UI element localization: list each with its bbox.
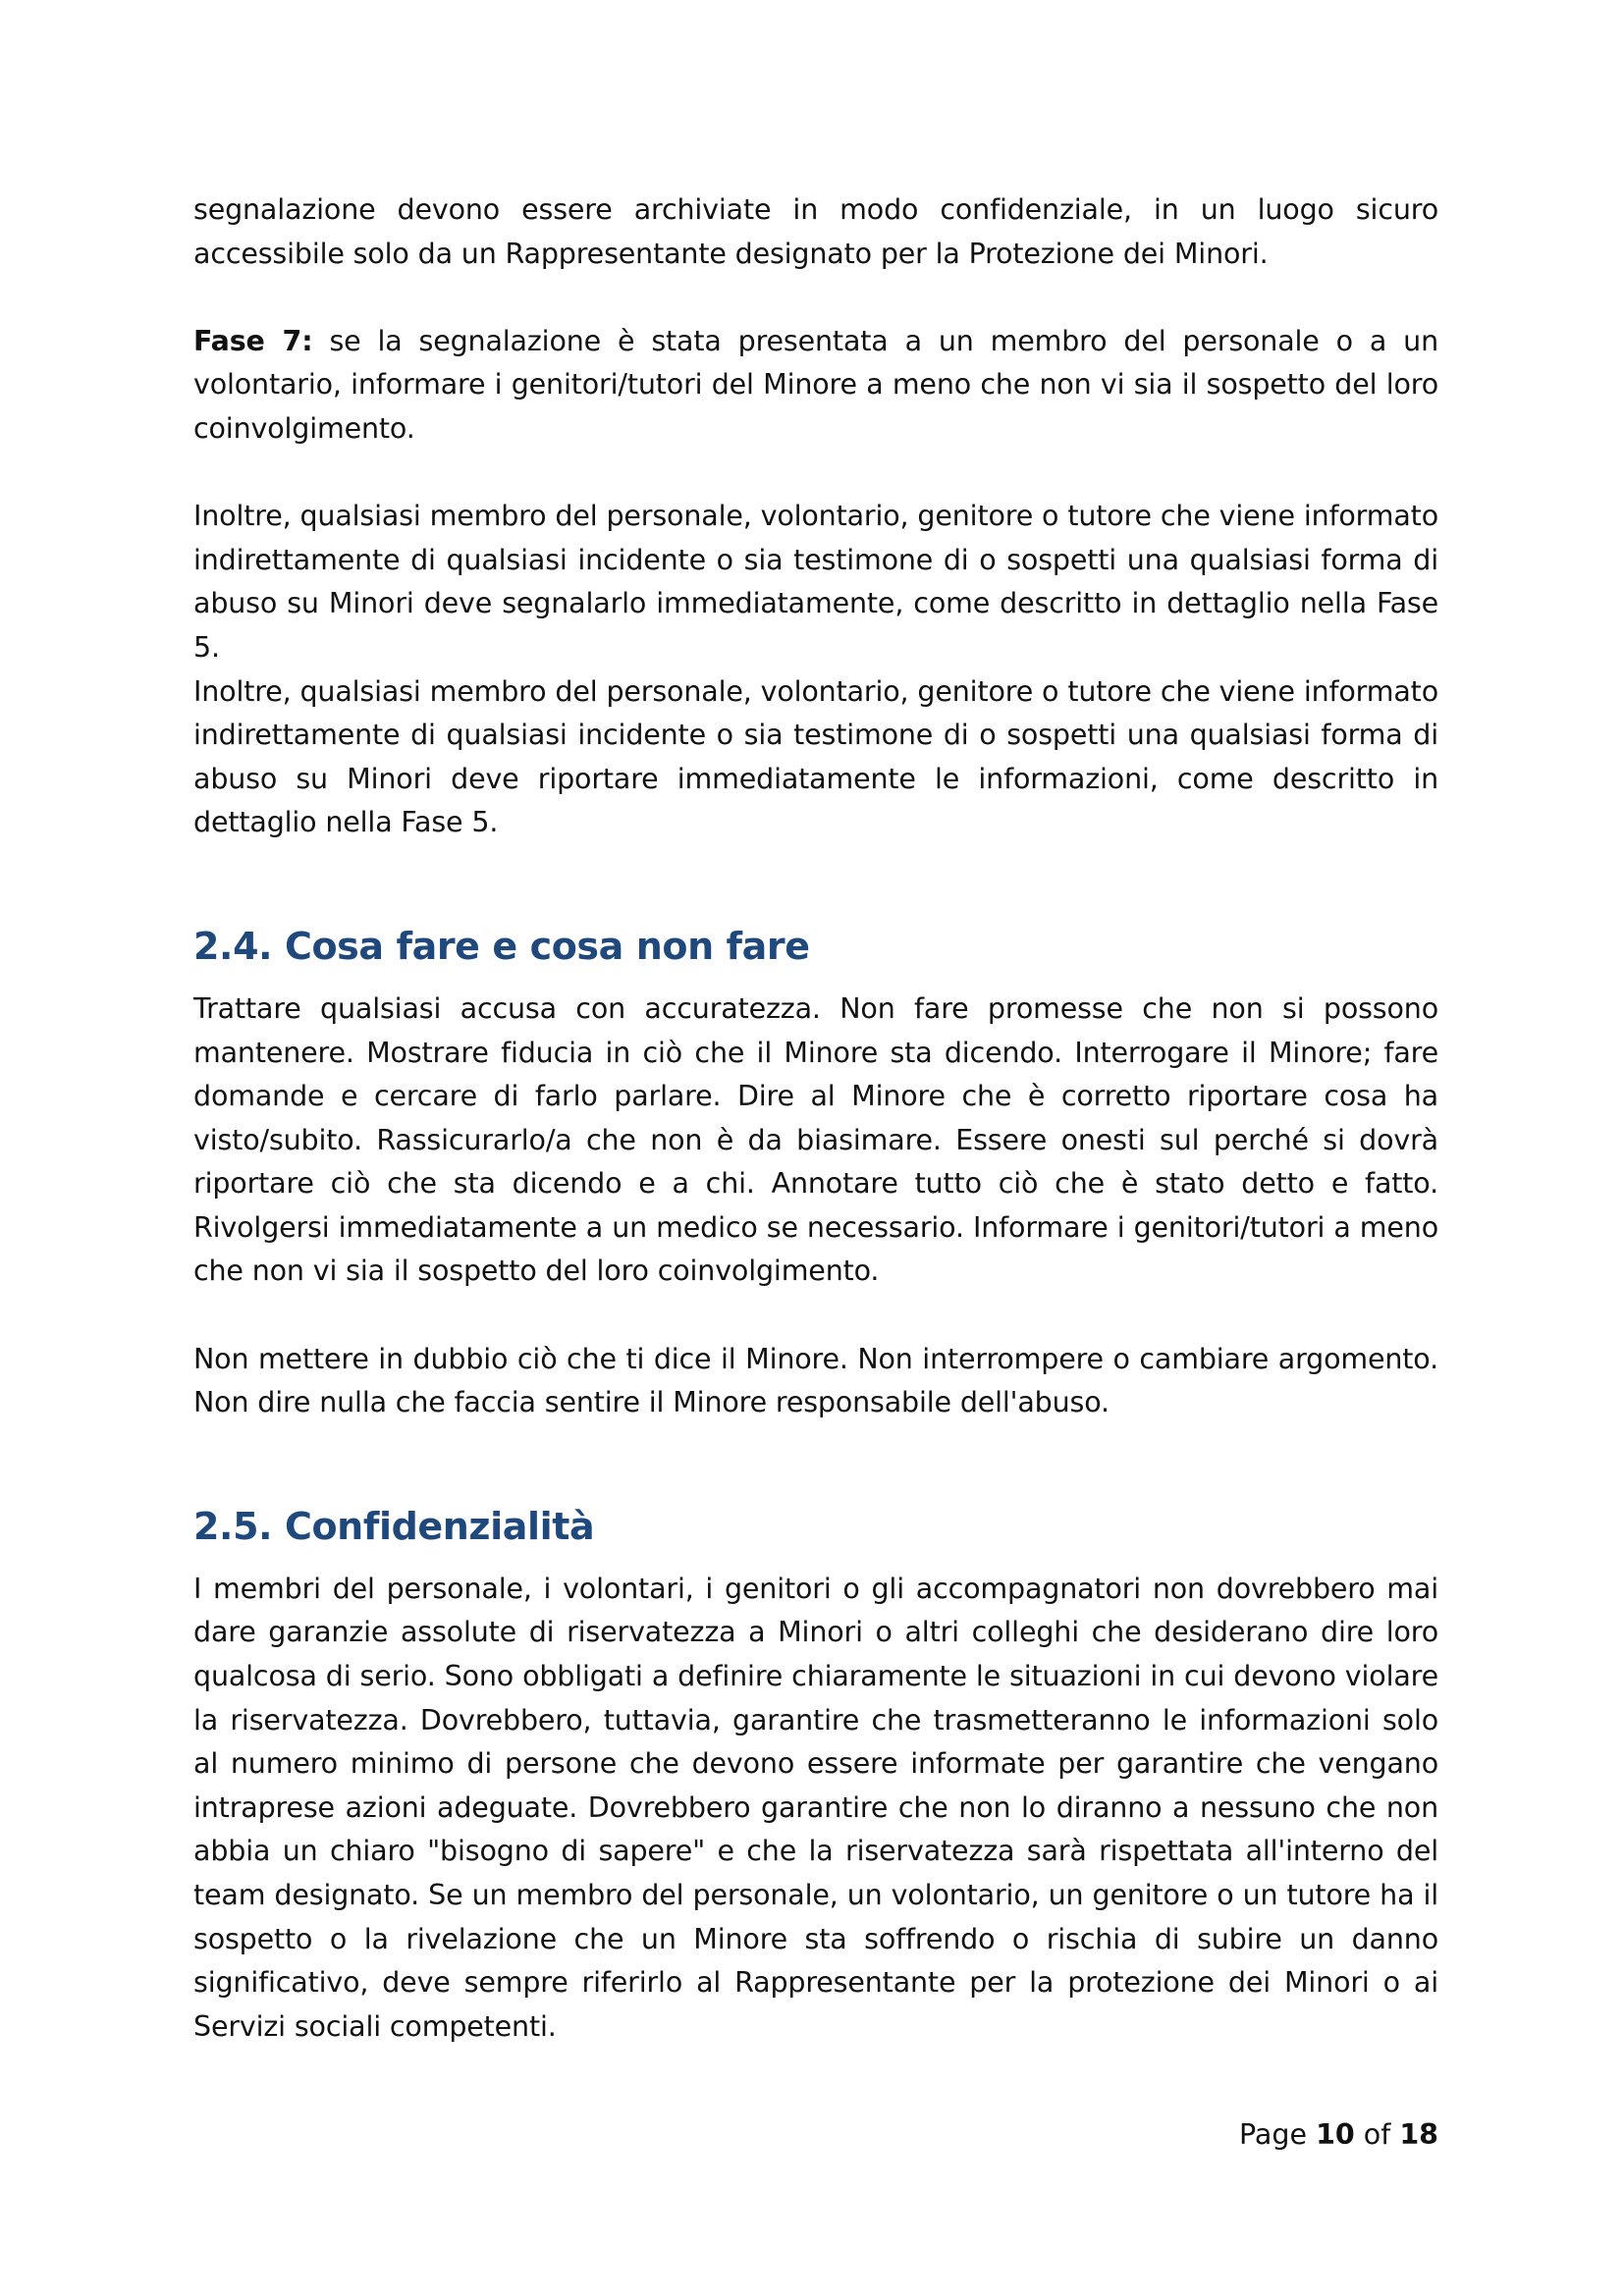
intro-paragraph: segnalazione devono essere archiviate in modo confidenziale, in un luogo sicuro accessibile solo da un Rappresentante designato per la Protezione dei Minori. xyxy=(193,193,1438,270)
section-2-4-paragraph-1: Trattare qualsiasi accusa con accuratezza. Non fare promesse che non si possono mantenere. Mostrare fiducia in ciò che il Minore sta dicendo. Interrogare il Minore; fare domande e cercare di farlo parlare. Dire al Minore che è corretto riportare cosa ha visto/subito. Rassicurarlo/a che non è da biasimare. Essere onesti sul perché si dovrà riportare ciò che sta dicendo e a chi. Annotare tutto ciò che è stato detto e fatto. Rivolgersi immediatamente a un medico se necessario. Informare i genitori/tutori a meno che non vi sia il sospetto del loro coinvolgimento. xyxy=(193,991,1438,1288)
spacer xyxy=(193,276,1438,320)
document-page xyxy=(193,188,1438,2049)
section-2-5-heading-wrap xyxy=(193,1502,1438,1551)
section-2-4-paragraph-2: Non mettere in dubbio ciò che ti dice il Minore. Non interrompere o cambiare argomento. Non dire nulla che faccia sentire il Minore responsabile dell'abuso. xyxy=(193,1342,1438,1419)
inoltre-paragraph-2: Inoltre, qualsiasi membro del personale, volontario, genitore o tutore che viene informato indirettamente di qualsiasi incidente o sia testimone di o sospetti una qualsiasi forma di abuso su Minori deve riportare immediatamente le informazioni, come descritto in dettaglio nella Fase 5. xyxy=(193,674,1438,839)
fase7-label: Fase 7: xyxy=(193,324,313,357)
section-2-5-heading: 2.5. Confidenzialità xyxy=(193,1504,595,1548)
inoltre-paragraph-1: Inoltre, qualsiasi membro del personale, volontario, genitore o tutore che viene informato indirettamente di qualsiasi incidente o sia testimone di o sospetti una qualsiasi forma di abuso su Minori deve segnalarlo immediatamente, come descritto in dettaglio nella Fase 5. xyxy=(193,500,1438,664)
section-2-4-heading: 2.4. Cosa fare e cosa non fare xyxy=(193,924,810,968)
page-footer xyxy=(1239,2115,1438,2155)
spacer xyxy=(193,452,1438,496)
spacer xyxy=(193,1294,1438,1338)
section-2-4-heading-wrap xyxy=(193,922,1438,971)
spacer xyxy=(193,845,1438,922)
section-2-5-paragraph-1: I membri del personale, i volontari, i genitori o gli accompagnatori non dovrebbero mai dare garanzie assolute di riservatezza a Minori o altri colleghi che desiderano dire loro qualcosa di serio. Sono obbligati a definire chiaramente le situazioni in cui devono violare la riservatezza. Dovrebbero, tuttavia, garantire che trasmetteranno le informazioni solo al numero minimo di persone che devono essere informate per garantire che vengano intraprese azioni adeguate. Dovrebbero garantire che non lo diranno a nessuno che non abbia un chiaro "bisogno di sapere" e che la riservatezza sarà rispettata all'interno del team designato. Se un membro del personale, un volontario, un genitore o un tutore ha il sospetto o la rivelazione che un Minore sta soffrendo o rischia di subire un danno significativo, deve sempre riferirlo al Rappresentante per la protezione dei Minori o ai Servizi sociali competenti. xyxy=(193,1572,1438,2043)
footer-of-word: of xyxy=(1354,2118,1400,2151)
footer-total-pages: 18 xyxy=(1399,2118,1438,2151)
fase7-text: se la segnalazione è stata presentata a un membro del personale o a un volontario, informare i genitori/tutori del Minore a meno che non vi sia il sospetto del loro coinvolgimento. xyxy=(193,324,1438,445)
footer-current-page: 10 xyxy=(1316,2118,1355,2151)
fase7-paragraph xyxy=(193,320,1438,452)
spacer xyxy=(193,1425,1438,1502)
footer-page-word: Page xyxy=(1239,2118,1317,2151)
